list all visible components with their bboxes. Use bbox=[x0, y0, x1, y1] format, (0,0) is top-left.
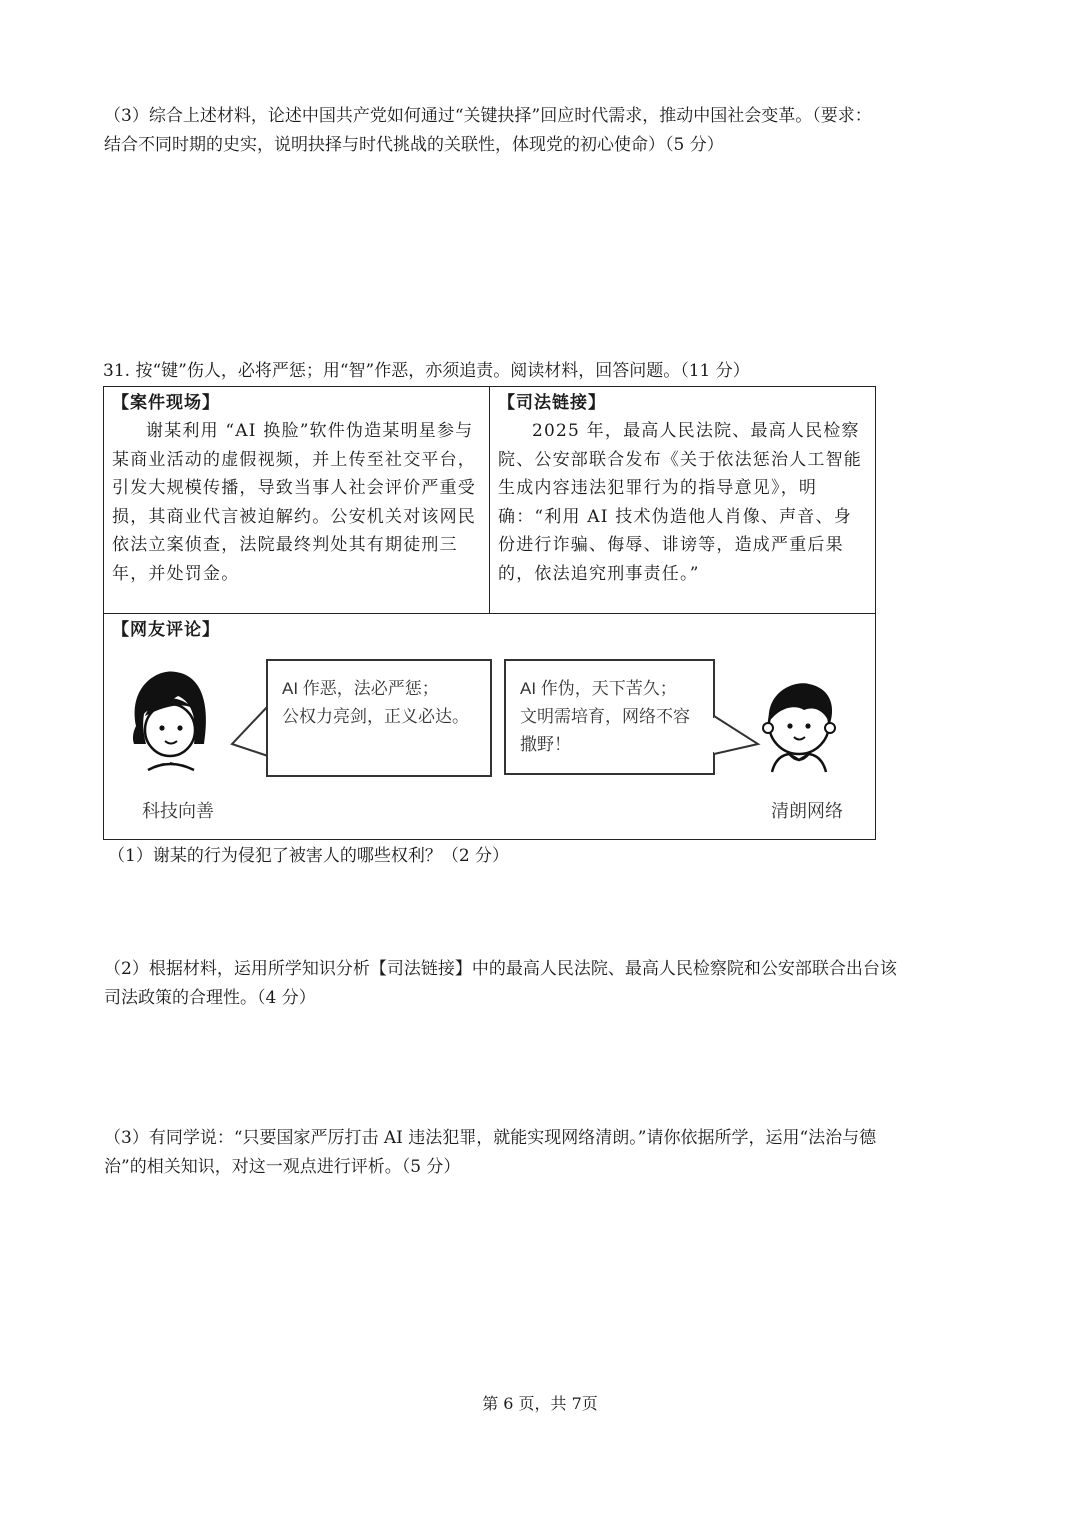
q31-title: 31. 按“键”伤人，必将严惩；用“智”作恶，亦须追责。阅读材料，回答问题。（11 分） bbox=[103, 361, 750, 381]
q30-part3 bbox=[104, 102, 984, 160]
girl-illustration bbox=[118, 666, 218, 776]
judicial-heading: 【司法链接】 bbox=[498, 393, 606, 413]
right-bubble-line2: 文明需培育，网络不容 bbox=[520, 707, 690, 726]
right-bubble-line3: 撒野！ bbox=[520, 735, 571, 754]
left-caption: 科技向善 bbox=[142, 801, 214, 821]
judicial-cell bbox=[490, 387, 875, 614]
page-footer: 第 6 页，共 7页 bbox=[482, 1394, 598, 1413]
right-bubble-line1: AI 作伪，天下苦久； bbox=[520, 679, 677, 698]
q31-sub2-line2: 司法政策的合理性。（4 分） bbox=[104, 988, 316, 1008]
case-heading: 【案件现场】 bbox=[112, 393, 220, 413]
q31-sub3-line2: 治”的相关知识，对这一观点进行评析。（5 分） bbox=[104, 1157, 461, 1177]
judicial-text: 2025 年，最高人民法院、最高人民检察院、公安部联合发布《关于依法惩治人工智能生成内容违法犯罪行为的指导意见》，明确：“利用 AI 技术伪造他人肖像、声音、身份进行诈骗、侮辱、诽谤等，造成严重后果的，依法追究刑事责任。” bbox=[498, 421, 862, 584]
case-text: 谢某利用 “AI 换脸”软件伪造某明星参与某商业活动的虚假视频，并上传至社交平台，引发大规模传播，导致当事人社会评价严重受损，其商业代言被迫解约。公安机关对该网民依法立案侦查，法院最终判处其有期徒刑三年，并处罚金。 bbox=[112, 421, 476, 584]
left-bubble-line1: AI 作恶，法必严惩； bbox=[282, 679, 439, 698]
q30-part3-line2: 结合不同时期的史实，说明抉择与时代挑战的关联性，体现党的初心使命）（5 分） bbox=[104, 135, 724, 155]
material-table bbox=[103, 386, 876, 840]
left-speech-bubble bbox=[266, 659, 492, 777]
comments-heading: 【网友评论】 bbox=[112, 620, 220, 640]
q31-sub3 bbox=[104, 1124, 984, 1182]
q31-sub3-line1: （3）有同学说：“只要国家严厉打击 AI 违法犯罪，就能实现网络清朗。”请你依据所学，运用“法治与德 bbox=[104, 1128, 877, 1148]
right-caption: 清朗网络 bbox=[771, 801, 843, 821]
right-speech-bubble bbox=[504, 659, 715, 775]
q30-part3-line1: （3）综合上述材料，论述中国共产党如何通过“关键抉择”回应时代需求，推动中国社会变革。（要求： bbox=[104, 106, 872, 126]
comments-cell bbox=[104, 614, 875, 839]
left-bubble-tail bbox=[230, 704, 270, 764]
left-bubble-line2: 公权力亮剑，正义必达。 bbox=[282, 707, 469, 726]
case-cell bbox=[104, 387, 490, 614]
q31-sub1: （1）谢某的行为侵犯了被害人的哪些权利？（2 分） bbox=[108, 846, 510, 866]
q31-sub2-line1: （2）根据材料，运用所学知识分析【司法链接】中的最高人民法院、最高人民检察院和公安部联合出台该 bbox=[104, 959, 897, 979]
boy-illustration bbox=[754, 674, 844, 774]
q31-sub2 bbox=[104, 955, 984, 1013]
